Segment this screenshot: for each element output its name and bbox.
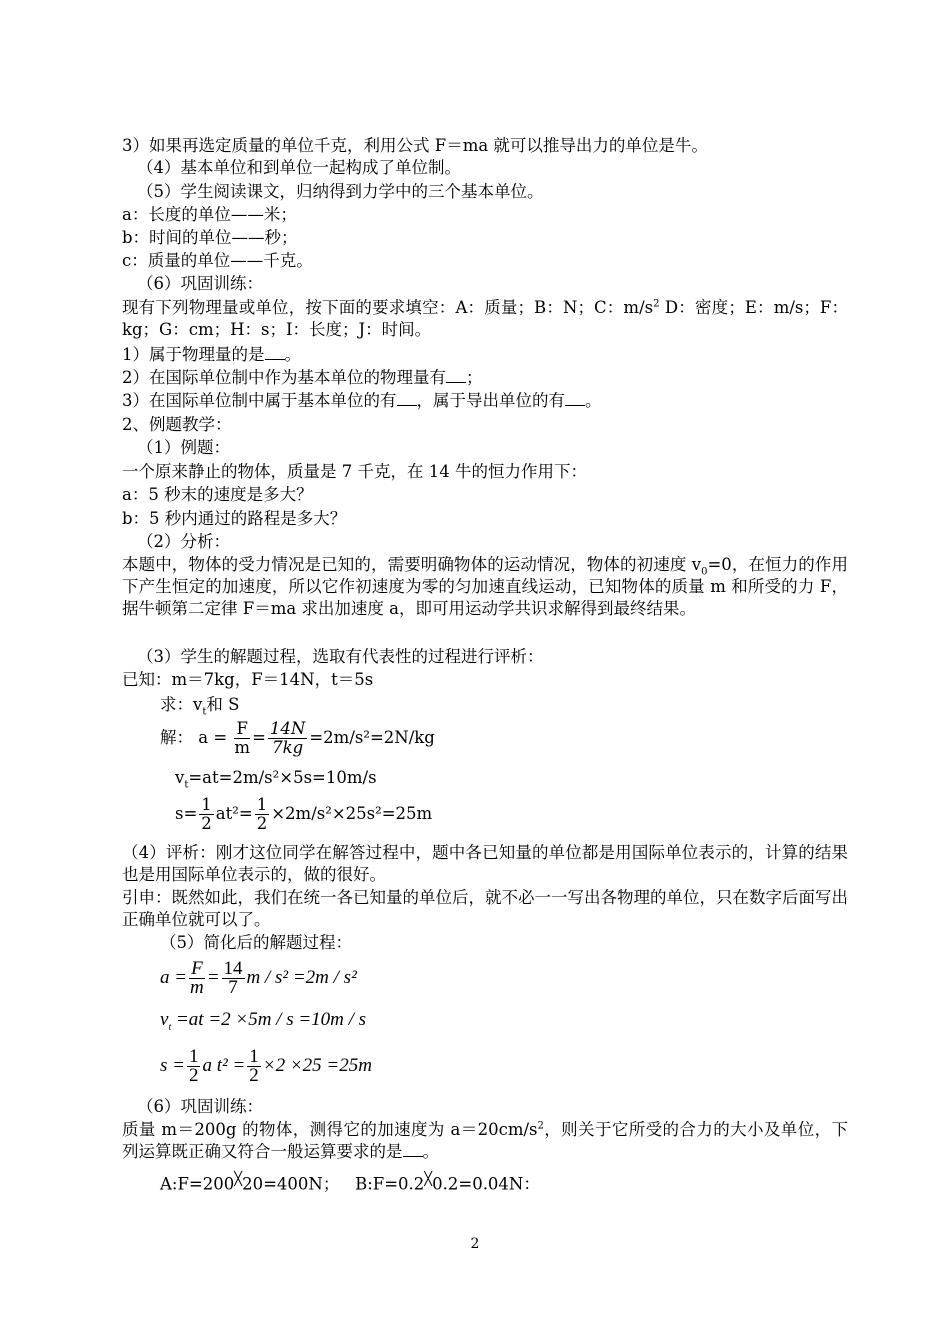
exercise-paragraph: 现有下列物理量或单位，按下面的要求填空：A：质量；B：N；C：$m/s^2$ D：密度；E：m/s；F：kg；G：cm；H：s；I：长度；J：时间。	[122, 298, 849, 339]
analysis-paragraph: 本题中，物体的受力情况是已知的，需要明确物体的运动情况，物体的初速度 $v_0=0$，在恒力的作用下产生恒定的加速度，所以它作初速度为零的匀加速直线运动，已知物体的质量 m 和所受的力 F，据牛顿第二定律 F＝ma 求出加速度 a，即可用运动学共识求解得到最终结果。	[122, 555, 848, 618]
text-line: b：5 秒内通过的路程是多大？	[122, 509, 347, 528]
text-line: （5）学生阅读课文，归纳得到力学中的三个基本单位。	[137, 182, 544, 201]
fraction: $\frac{1}{2}$	[249, 1046, 259, 1087]
equation-3: s = $\frac{1}{2}$ a t² = $\frac{1}{2}$ ×2 ×25 =25m	[160, 1046, 372, 1087]
text-line: 求：$v_t$和 S	[160, 695, 240, 718]
fraction: $\frac{14N}{7kg}$	[269, 719, 306, 757]
text-line: a：长度的单位——米；	[122, 205, 297, 224]
text-line: （5）简化后的解题过程：	[160, 933, 352, 952]
solution-step-2: $v_t=at=2m/s^2\times 5s=10m/s$	[175, 768, 377, 791]
extension-paragraph: 引申：既然如此，我们在统一各已知量的单位后，就不必一一写出各物理的单位，只在数字后面写出正确单位就可以了。	[122, 888, 848, 929]
text-line: （1）例题：	[137, 438, 230, 457]
text-line: （3）学生的解题过程，选取有代表性的过程进行评析：	[137, 647, 544, 666]
text-line: c：质量的单位——千克。	[122, 251, 313, 270]
page-number: 2	[470, 1236, 480, 1252]
text-line: 已知：m＝7kg，F＝14N，t＝5s	[122, 670, 374, 689]
exercise-question: 质量 m＝200g 的物体，测得它的加速度为 $a=20cm/s^2$，则关于它所受的合力的大小及单位，下列运算既正确又符合一般运算要求的是 。	[122, 1120, 849, 1161]
solution-step-3: s= $\frac{1}{2}$ at²= $\frac{1}{2}$ ×2m/s²×25s²=25m	[175, 795, 433, 833]
answer-blank[interactable]	[446, 368, 466, 383]
fraction: $\frac{F}{m}$	[234, 719, 251, 757]
fraction: $\frac{F}{m}$	[190, 958, 204, 999]
text-line: （4）基本单位和到单位一起构成了单位制。	[137, 158, 461, 177]
answer-blank[interactable]	[403, 1142, 423, 1157]
question-1: 1）属于物理量的是 。	[122, 345, 301, 364]
question-3: 3）在国际单位制中属于基本单位的有 ，属于导出单位的有 。	[122, 391, 602, 410]
text-line: a：5 秒末的速度是多大？	[122, 485, 313, 504]
fraction: $\frac{1}{2}$	[256, 795, 268, 833]
fraction: $\frac{1}{2}$	[188, 1046, 199, 1087]
answer-blank[interactable]	[265, 345, 285, 360]
equation-1: a = $\frac{F}{m}$ = $\frac{14}{7}$ m / s² =2m / s²	[160, 958, 357, 999]
text-line: b：时间的单位——秒；	[122, 228, 298, 247]
fraction: $\frac{1}{2}$	[201, 795, 212, 833]
question-2: 2）在国际单位制中作为基本单位的物理量有 ；	[122, 368, 483, 387]
answer-options: A:F=200╳20=400N； B:F=0.2╳0.2=0.04N：	[160, 1172, 540, 1194]
text-line: 一个原来静止的物体，质量是 7 千克，在 14 牛的恒力作用下：	[122, 462, 587, 481]
text-line: （6）巩固训练：	[137, 274, 263, 293]
text-line: （6）巩固训练：	[137, 1097, 263, 1116]
evaluation-paragraph: （4）评析：刚才这位同学在解答过程中，题中各已知量的单位都是用国际单位表示的，计算的结果也是用国际单位表示的，做的很好。	[122, 843, 848, 884]
fraction: $\frac{14}{7}$	[223, 958, 243, 999]
text-line: （2）分析：	[137, 532, 230, 551]
answer-blank[interactable]	[397, 391, 417, 406]
section-heading: 2、例题教学：	[122, 415, 232, 434]
answer-blank[interactable]	[565, 391, 585, 406]
solution-step-1: 解： a = $\frac{F}{m}$ = $\frac{14N}{7kg}$ =2m/s²=2N/kg	[160, 719, 435, 757]
text-line: 3）如果再选定质量的单位千克，利用公式 F＝ma 就可以推导出力的单位是牛。	[122, 136, 708, 155]
equation-2: $v_t =at =2 \times 5m / s =10m / s$	[160, 1009, 367, 1033]
